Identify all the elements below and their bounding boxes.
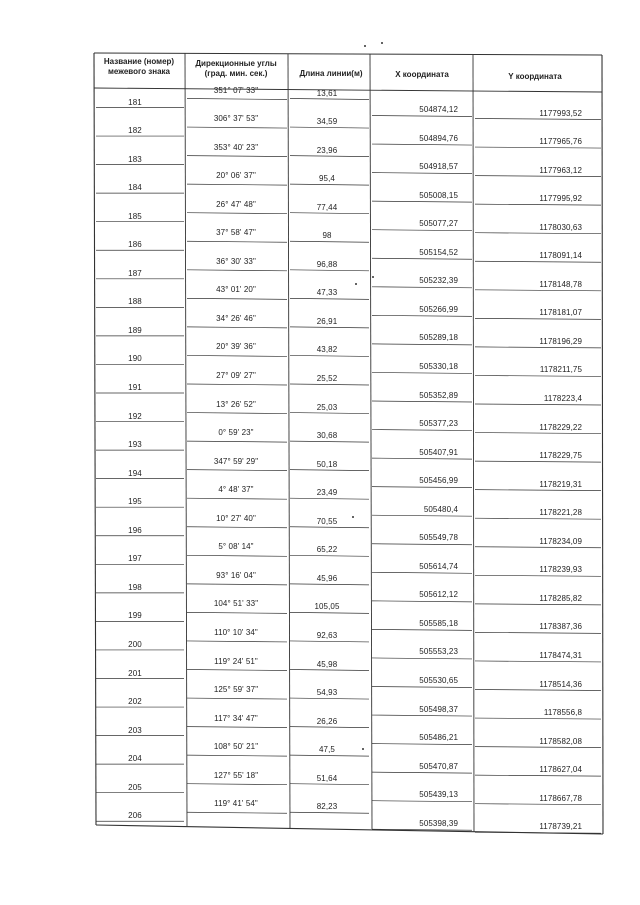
point-name: 189 <box>128 325 142 335</box>
line-length: 77,44 <box>316 202 338 212</box>
line-length: 26,91 <box>316 316 338 326</box>
x-coordinate: 505614,74 <box>419 561 458 571</box>
line-length: 105,05 <box>314 602 340 612</box>
x-coordinate: 505232,39 <box>419 276 458 286</box>
point-name: 190 <box>128 354 142 364</box>
direction-angle: 110° 10' 34" <box>214 627 258 637</box>
point-name: 202 <box>128 697 142 707</box>
line-length: 92,63 <box>316 630 338 640</box>
direction-angle: 0° 59' 23" <box>218 428 254 438</box>
y-coordinate: 1178556,8 <box>543 708 582 718</box>
y-coordinate: 1178582,08 <box>539 736 582 746</box>
point-name: 206 <box>128 811 142 821</box>
y-coordinate: 1178387,36 <box>539 622 582 632</box>
x-coordinate: 505377,23 <box>419 419 458 429</box>
point-name: 188 <box>128 297 142 307</box>
y-coordinate: 1178196,29 <box>539 336 582 346</box>
direction-angle: 37° 58' 47" <box>216 228 256 238</box>
x-coordinate: 505352,89 <box>419 390 458 400</box>
direction-angle: 108° 50' 21" <box>213 742 259 752</box>
point-name: 184 <box>128 183 142 193</box>
line-length: 47,33 <box>316 288 338 298</box>
point-name: 181 <box>128 97 142 107</box>
point-name: 191 <box>128 383 142 392</box>
direction-angle: 347° 59' 29" <box>213 456 259 466</box>
x-coordinate: 505077,27 <box>419 219 458 229</box>
header-x: X координата <box>395 70 449 79</box>
point-name: 182 <box>128 126 142 136</box>
direction-angle: 93° 16' 04" <box>216 570 256 580</box>
y-coordinate: 1178221,28 <box>539 508 582 518</box>
direction-angle: 353° 40' 23" <box>213 142 259 152</box>
x-coordinate: 505456,99 <box>419 476 458 486</box>
line-length: 34,59 <box>316 117 338 127</box>
x-coordinate: 504894,76 <box>419 133 458 143</box>
point-name: 183 <box>128 154 142 164</box>
direction-angle: 4° 48' 37" <box>218 485 254 495</box>
x-coordinate: 505530,65 <box>419 676 458 685</box>
x-coordinate: 505480,4 <box>423 504 458 514</box>
y-coordinate: 1178219,31 <box>539 479 582 489</box>
point-name: 200 <box>128 639 142 649</box>
line-length: 45,96 <box>316 573 338 583</box>
point-name: 201 <box>128 668 142 678</box>
x-coordinate: 505407,91 <box>419 447 458 457</box>
x-coordinate: 505498,37 <box>419 704 458 714</box>
point-name: 192 <box>128 411 142 421</box>
y-coordinate: 1178514,36 <box>539 679 582 689</box>
x-coordinate: 505612,12 <box>419 590 458 600</box>
y-coordinate: 1177993,52 <box>539 108 582 118</box>
speck <box>355 283 357 285</box>
line-length: 43,82 <box>316 345 338 355</box>
direction-angle: 43° 01' 20" <box>216 285 256 295</box>
y-coordinate: 1178474,31 <box>539 650 582 660</box>
y-coordinate: 1178181,07 <box>539 308 582 318</box>
direction-angle: 13° 26' 52" <box>216 399 256 409</box>
line-length: 82,23 <box>316 802 338 812</box>
x-coordinate: 505470,87 <box>419 761 458 771</box>
y-coordinate: 1178229,22 <box>539 422 582 432</box>
line-length: 26,26 <box>316 716 338 726</box>
speck <box>362 748 364 750</box>
point-name: 203 <box>128 725 142 735</box>
point-name: 196 <box>128 525 142 535</box>
line-length: 98 <box>322 231 332 241</box>
direction-angle: 119° 41' 54" <box>214 799 258 809</box>
x-coordinate: 505549,78 <box>419 533 458 543</box>
y-coordinate: 1178667,78 <box>539 793 582 803</box>
y-coordinate: 1178148,78 <box>539 279 582 289</box>
line-length: 30,68 <box>316 431 338 441</box>
x-coordinate: 505553,23 <box>419 647 458 657</box>
direction-angle: 306° 37' 53" <box>213 114 259 124</box>
point-name: 199 <box>128 611 142 621</box>
x-coordinate: 504874,12 <box>419 105 458 114</box>
speck <box>364 45 366 47</box>
point-name: 194 <box>128 468 142 478</box>
y-coordinate: 1178739,21 <box>539 822 582 832</box>
point-name: 205 <box>128 782 142 792</box>
x-coordinate: 505486,21 <box>419 733 458 743</box>
x-coordinate: 505289,18 <box>419 333 458 343</box>
direction-angle: 36° 30' 33" <box>216 256 256 266</box>
y-coordinate: 1177963,12 <box>539 165 582 175</box>
point-name: 187 <box>128 268 142 278</box>
direction-angle: 117° 34' 47" <box>214 713 258 723</box>
direction-angle: 20° 06' 37" <box>216 171 256 181</box>
direction-angle: 26° 47' 48" <box>216 199 256 209</box>
x-coordinate: 505330,18 <box>419 361 458 371</box>
point-name: 186 <box>128 240 142 250</box>
line-length: 25,52 <box>316 374 338 383</box>
y-coordinate: 1178091,14 <box>539 251 582 261</box>
line-length: 47,5 <box>319 745 335 755</box>
x-coordinate: 505154,52 <box>419 247 458 257</box>
line-length: 23,49 <box>316 488 338 498</box>
y-coordinate: 1178239,93 <box>539 565 582 575</box>
line-length: 25,03 <box>316 402 338 412</box>
direction-angle: 127° 55' 18" <box>213 770 259 780</box>
line-length: 70,55 <box>316 516 338 526</box>
line-length: 96,88 <box>316 259 338 269</box>
header-length: Длина линии(м) <box>299 69 363 78</box>
direction-angle: 104° 51' 33" <box>213 599 259 609</box>
speck <box>352 516 354 518</box>
point-name: 195 <box>128 497 142 507</box>
direction-angle: 27° 09' 27" <box>216 371 256 380</box>
line-length: 54,93 <box>316 688 338 698</box>
line-length: 65,22 <box>316 545 338 555</box>
direction-angle: 119° 24' 51" <box>214 656 258 666</box>
direction-angle: 351° 07' 33" <box>213 85 259 95</box>
x-coordinate: 505585,18 <box>419 618 458 628</box>
line-length: 13,61 <box>316 88 338 98</box>
y-coordinate: 1177965,76 <box>539 137 582 147</box>
x-coordinate: 505439,13 <box>419 790 458 800</box>
y-coordinate: 1178627,04 <box>539 765 582 775</box>
header-angle: Дирекционные углы (град. мин. сек.) <box>195 59 277 78</box>
line-length: 95,4 <box>319 174 335 184</box>
y-coordinate: 1177995,92 <box>539 194 582 204</box>
speck <box>372 276 374 278</box>
y-coordinate: 1178030,63 <box>539 222 582 232</box>
y-coordinate: 1178285,82 <box>539 593 582 603</box>
direction-angle: 10° 27' 40" <box>216 513 256 523</box>
line-length: 50,18 <box>316 459 338 469</box>
y-coordinate: 1178229,75 <box>539 451 582 461</box>
x-coordinate: 504918,57 <box>419 162 458 172</box>
header-name: Название (номер) межевого знака <box>103 57 175 76</box>
line-length: 51,64 <box>316 773 338 783</box>
header-y: Y координата <box>508 72 562 81</box>
line-length: 45,98 <box>316 659 338 669</box>
point-name: 193 <box>128 440 142 450</box>
y-coordinate: 1178234,09 <box>539 536 582 546</box>
direction-angle: 34° 26' 46" <box>216 313 256 323</box>
direction-angle: 125° 59' 37" <box>213 685 259 695</box>
x-coordinate: 505398,39 <box>419 818 458 828</box>
y-coordinate: 1178211,75 <box>539 365 582 375</box>
point-name: 185 <box>128 211 142 221</box>
line-length: 23,96 <box>316 145 338 155</box>
x-coordinate: 505008,15 <box>419 190 458 200</box>
y-coordinate: 1178223,4 <box>543 394 582 403</box>
direction-angle: 5° 08' 14" <box>218 542 254 552</box>
point-name: 197 <box>128 554 142 564</box>
speck <box>381 42 383 44</box>
direction-angle: 20° 39' 36" <box>216 342 256 352</box>
point-name: 198 <box>128 582 142 592</box>
point-name: 204 <box>128 754 142 764</box>
x-coordinate: 505266,99 <box>419 304 458 314</box>
